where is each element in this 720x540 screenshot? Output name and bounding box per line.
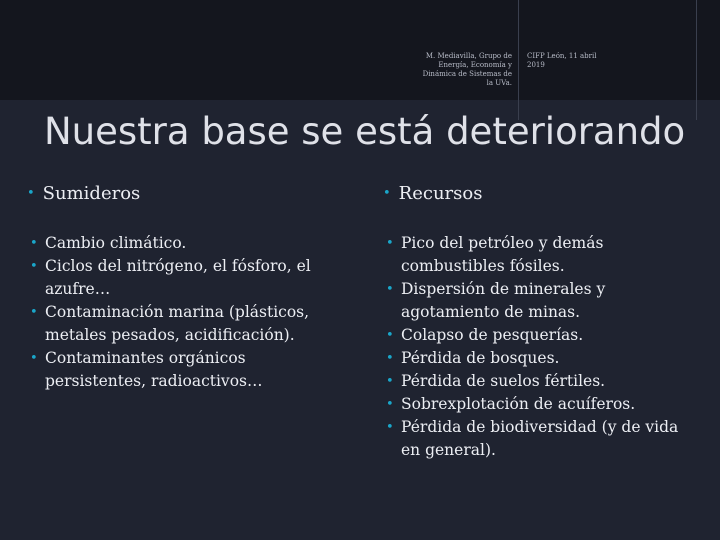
list-item: • Pico del petróleo y demás combustibles fósiles.: [383, 232, 683, 278]
list-item: • Contaminantes orgánicos persistentes, radioactivos…: [27, 347, 347, 393]
bullet-icon: •: [27, 186, 35, 201]
event-note: CIFP León, 11 abril 2019: [527, 52, 597, 69]
divider-line: [696, 0, 697, 120]
list-item: • Ciclos del nitrógeno, el fósforo, el azufre…: [27, 255, 347, 301]
list-item: • Dispersión de minerales y agotamiento de minas.: [383, 278, 683, 324]
list-item: • Sobrexplotación de acuíferos.: [383, 393, 683, 416]
sinks-list: [27, 232, 347, 393]
list-item: • Pérdida de suelos fértiles.: [383, 370, 683, 393]
list-item: • Contaminación marina (plásticos, metales pesados, acidificación).: [27, 301, 347, 347]
list-item: • Pérdida de bosques.: [383, 347, 683, 370]
list-item: • Cambio climático.: [27, 232, 347, 255]
author-note: M. Mediavilla, Grupo de Energía, Economía y Dinámica de Sistemas de la UVa.: [422, 52, 512, 87]
resources-list: [383, 232, 683, 462]
left-column-heading: [27, 183, 140, 204]
list-item: • Pérdida de biodiversidad (y de vida en general).: [383, 416, 683, 462]
heading-text: Sumideros: [42, 183, 141, 204]
bullet-icon: •: [383, 186, 391, 201]
divider-line: [518, 0, 519, 120]
header-band: [0, 0, 720, 100]
list-item: • Colapso de pesquerías.: [383, 324, 683, 347]
heading-text: Recursos: [398, 183, 483, 204]
slide-title: Nuestra base se está deteriorando: [44, 110, 686, 153]
right-column-heading: [383, 183, 482, 204]
